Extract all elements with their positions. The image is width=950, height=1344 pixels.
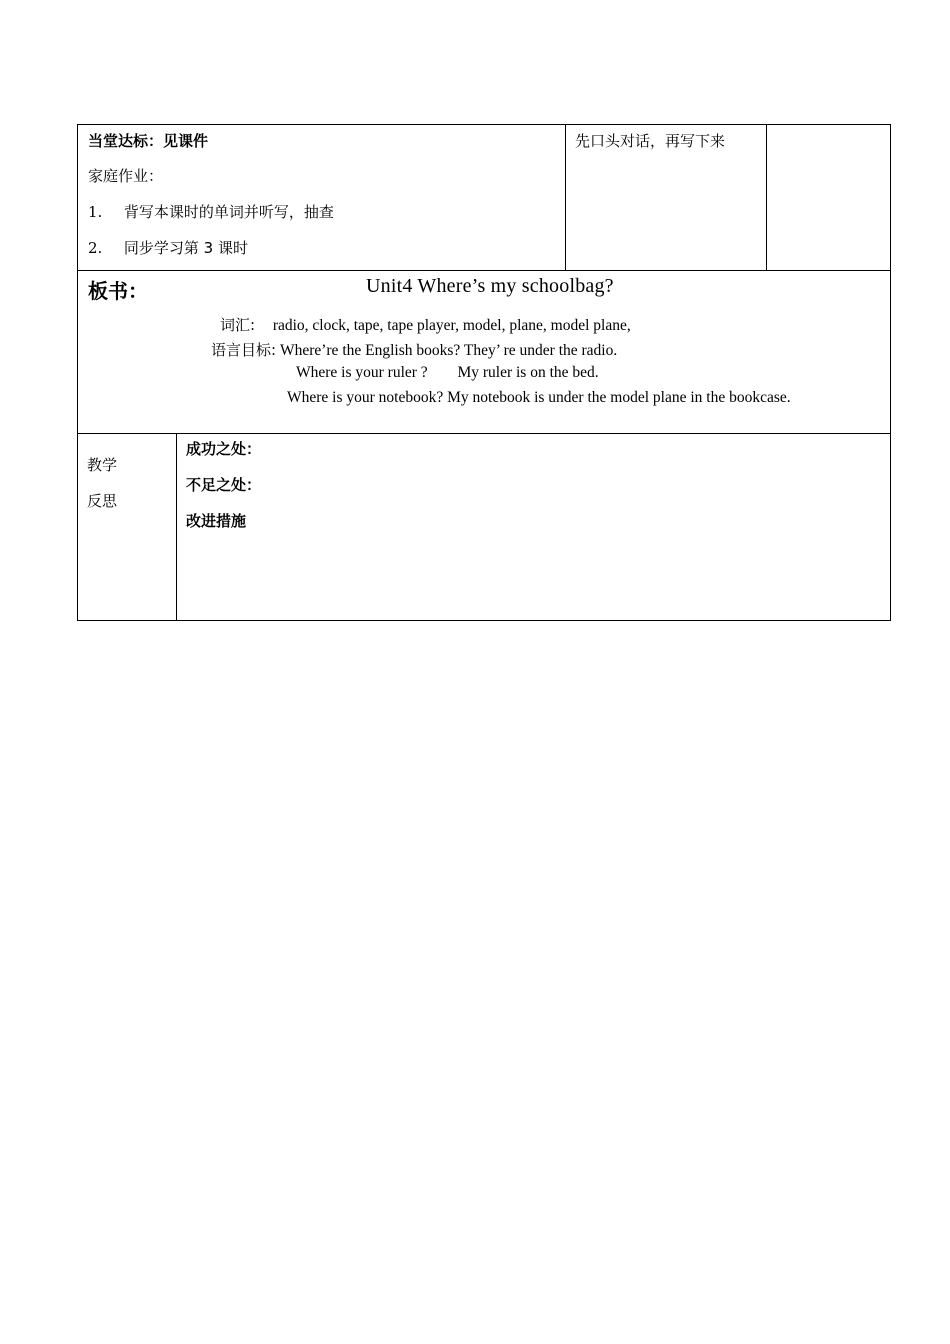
homework-item-number: 2. — [88, 239, 103, 257]
improvement-label: 改进措施 — [186, 512, 247, 530]
goal-answer-2: My ruler is on the bed. — [457, 364, 599, 381]
shortcoming-label: 不足之处： — [186, 476, 262, 494]
homework-row — [78, 125, 891, 271]
goal-line-2 — [296, 364, 599, 382]
reflection-label-cell — [78, 434, 177, 621]
goal-label: 语言目标: — [211, 341, 277, 359]
empty-cell — [767, 125, 891, 271]
homework-label: 家庭作业： — [88, 167, 164, 185]
goal-question-2: Where is your ruler ? — [296, 364, 428, 381]
homework-item-text: 同步学习第 3 课时 — [123, 239, 248, 257]
goal-line-3: Where is your notebook? My notebook is under the model plane in the bookcase. — [287, 389, 791, 406]
method-note: 先口头对话，再写下来 — [575, 132, 726, 150]
board-cell — [78, 271, 891, 434]
goal-sentence-1: Where’re the English books? They’ re under the radio. — [279, 342, 618, 359]
vocab-line — [220, 314, 631, 335]
method-cell — [566, 125, 767, 271]
vocab-label: 词汇: — [220, 316, 256, 334]
practice-label: 当堂达标：见课件 — [88, 132, 209, 150]
board-label: 板书： — [88, 279, 148, 303]
reflection-row — [78, 434, 891, 621]
unit-title: Unit4 Where’s my schoolbag? — [366, 275, 614, 297]
vocab-text: radio, clock, tape, tape player, model, plane, model plane, — [272, 317, 631, 334]
homework-item-text: 背写本课时的单词并听写，抽查 — [123, 203, 334, 221]
reflection-body-cell — [177, 434, 891, 621]
board-row — [78, 271, 891, 434]
success-label: 成功之处： — [186, 440, 262, 458]
goal-line-1 — [211, 339, 617, 360]
homework-item-number: 1. — [88, 203, 103, 221]
reflection-label-line-1: 教学 — [87, 456, 118, 474]
lesson-plan-table — [77, 124, 891, 621]
homework-item-2 — [88, 237, 248, 258]
reflection-label-line-2: 反思 — [87, 492, 118, 510]
homework-cell — [78, 125, 566, 271]
homework-item-1 — [88, 201, 334, 222]
